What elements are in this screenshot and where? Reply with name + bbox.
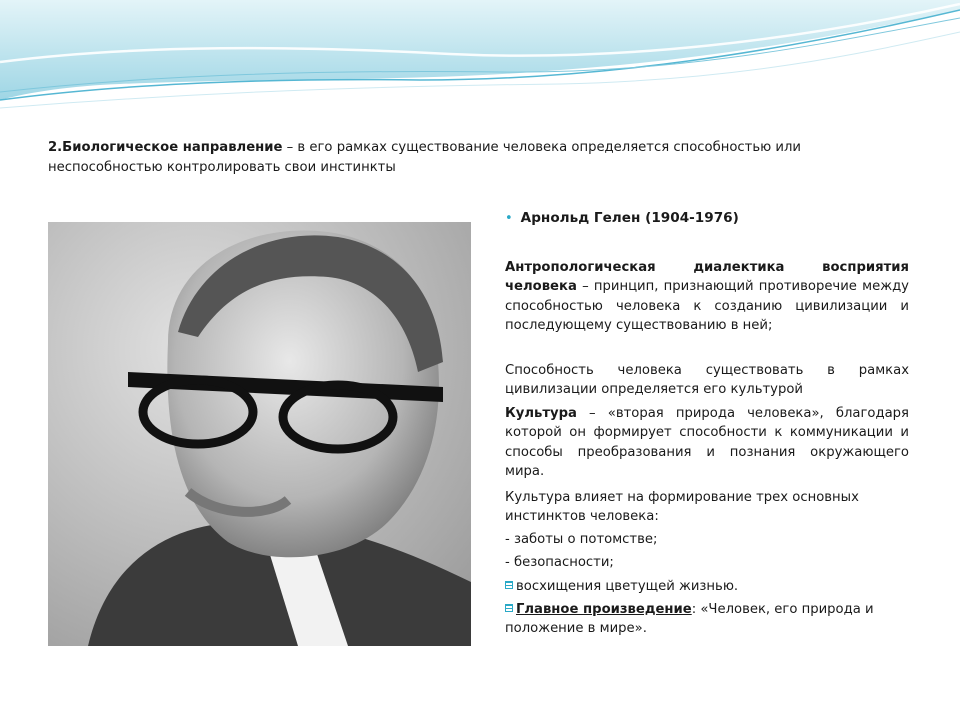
list-item-3: восхищения цветущей жизнью. bbox=[516, 579, 739, 594]
portrait-photo bbox=[48, 222, 471, 646]
p4-text: Культура влияет на формирование трех основных инстинктов человека: bbox=[505, 490, 859, 525]
paragraph-ability bbox=[505, 361, 909, 400]
list-item-2: - безопасности; bbox=[505, 555, 614, 570]
paragraph-anthropological bbox=[505, 258, 909, 336]
paragraph-instincts bbox=[505, 488, 909, 527]
bullet-dot-icon: • bbox=[505, 211, 513, 226]
p3-bold: Культура bbox=[505, 406, 577, 421]
p2-text: Способность человека существовать в рамках цивилизации определяется его культурой bbox=[505, 363, 909, 398]
slide-heading bbox=[48, 138, 918, 178]
heading-rest: – в его рамках существование человека определяется способностью или неспособностью контролировать свои инстинкты bbox=[48, 140, 801, 175]
list-item bbox=[505, 530, 909, 549]
square-bullet-icon bbox=[505, 604, 513, 612]
main-work-title: : «Человек, его природа и положение в мире». bbox=[505, 602, 874, 637]
p1-bold: Антропологическая диалектика восприятия человека bbox=[505, 260, 909, 295]
paragraph-culture bbox=[505, 404, 909, 482]
main-work-item bbox=[505, 600, 909, 639]
p3-rest: – «вторая природа человека», благодаря которой он формирует способности к коммуникации и способы преобразования и познания окружающего мира. bbox=[505, 406, 909, 480]
p1-rest: – принцип, признающий противоречие между способностью человека к созданию цивилизации и последующему существованию в ней; bbox=[505, 279, 909, 334]
square-bullet-icon bbox=[505, 581, 513, 589]
list-item bbox=[505, 577, 909, 596]
header-wave-decoration bbox=[0, 0, 960, 120]
main-work-label: Главное произведение bbox=[516, 602, 692, 617]
person-bullet bbox=[505, 210, 739, 226]
heading-bold: 2.Биологическое направление bbox=[48, 140, 283, 155]
list-item-1: - заботы о потомстве; bbox=[505, 532, 658, 547]
list-item bbox=[505, 553, 909, 572]
person-years: (1904-1976) bbox=[640, 210, 739, 226]
person-name: Арнольд Гелен bbox=[520, 210, 641, 226]
